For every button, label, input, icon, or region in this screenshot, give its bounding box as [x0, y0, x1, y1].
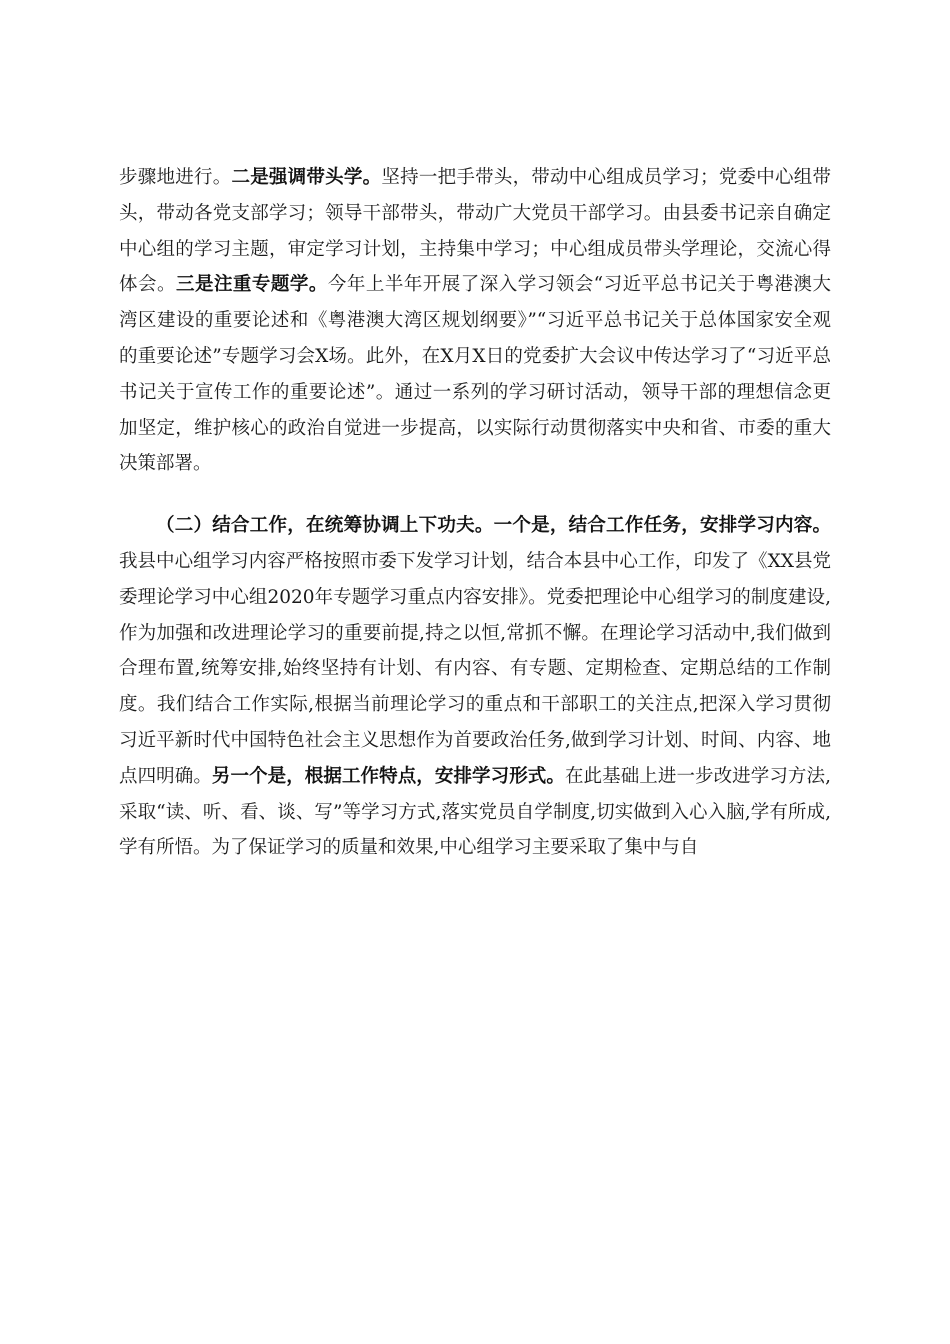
paragraph-study-methods [119, 160, 831, 482]
paragraph-text: 我县中心组学习内容严格按照市委下发学习计划，结合本县中心工作，印发了《XX县党委理论学习中心组2020年专题学习重点内容安排》。党委把理论中心组学习的制度建设,作为加强和改进理论学习的重要前提,持之以恒,常抓不懈。在理论学习活动中,我们做到合理布置,统筹安排,始终坚持有计划、有内容、有专题、定期检查、定期总结的工作制度。我们结合工作实际,根据当前理论学习的重点和干部职工的关注点,把深入学习贯彻习近平新时代中国特色社会主义思想作为首要政治任务,做到学习计划、时间、内容、地点四明确。 [119, 550, 831, 787]
bold-heading-section-two: （二）结合工作，在统筹协调上下功夫。一个是，结合工作任务，安排学习内容。 [156, 515, 831, 537]
paragraph-text: 今年上半年开展了深入学习领会“习近平总书记关于粤港澳大湾区建设的重要论述和《粤港澳大湾区规划纲要》”“习近平总书记关于总体国家安全观的重要论述”专题学习会X场。此外，在X月X日的党委扩大会议中传达学习了“习近平总书记关于宣传工作的重要论述”。通过一系列的学习研讨活动，领导干部的理想信念更加坚定，维护核心的政治自觉进一步提高，以实际行动贯彻落实中央和省、市委的重大决策部署。 [119, 274, 831, 475]
bold-heading-topic-study: 三是注重专题学。 [175, 274, 328, 296]
bold-heading-study-form: 另一个是，根据工作特点，安排学习形式。 [211, 765, 565, 787]
paragraph-text: 在此基础上进一步改进学习方法,采取“读、听、看、谈、写”等学习方式,落实党员自学制度,切实做到入心入脑,学有所成,学有所悟。为了保证学习的质量和效果,中心组学习主要采取了集中与自 [119, 765, 831, 859]
document-body [119, 160, 831, 866]
paragraph-combine-work [119, 508, 831, 866]
paragraph-text: 步骤地进行。 [119, 167, 232, 188]
paragraph-text: 坚持一把手带头，带动中心组成员学习；党委中心组带头，带动各党支部学习；领导干部带头，带动广大党员干部学习。由县委书记亲自确定中心组的学习主题，审定学习计划，主持集中学习；中心组成员带头学理论，交流心得体会。 [119, 167, 831, 296]
bold-heading-lead-study: 二是强调带头学。 [231, 167, 382, 188]
